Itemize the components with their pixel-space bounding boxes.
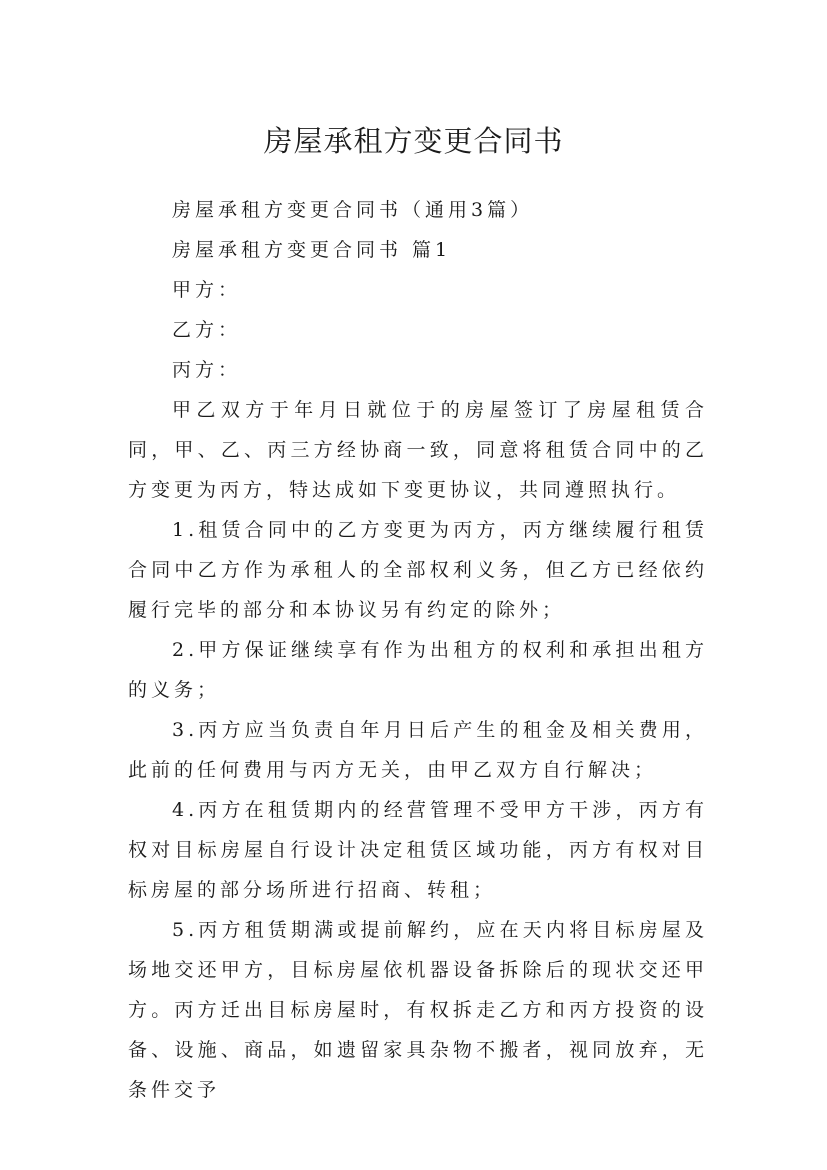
document-body	[128, 190, 708, 1110]
party-b-line: 乙方：	[172, 319, 242, 341]
preamble-paragraph: 甲乙双方于年月日就位于的房屋签订了房屋租赁合同，甲、乙、丙三方经协商一致，同意将租赁合同中的乙方变更为丙方，特达成如下变更协议，共同遵照执行。	[128, 399, 708, 501]
party-c-line: 丙方：	[172, 359, 242, 381]
doc-subtitle: 房屋承租方变更合同书（通用3篇）	[172, 199, 534, 221]
document-title: 房屋承租方变更合同书	[263, 124, 564, 159]
clause-5: 5.丙方租赁期满或提前解约，应在天内将目标房屋及场地交还甲方，目标房屋依机器设备拆除后的现状交还甲方。丙方迁出目标房屋时，有权拆走乙方和丙方投资的设备、设施、商品，如遗留家具杂物不搬者，视同放弃，无条件交予	[128, 919, 708, 1101]
clause-4: 4.丙方在租赁期内的经营管理不受甲方干涉，丙方有权对目标房屋自行设计决定租赁区域功能，丙方有权对目标房屋的部分场所进行招商、转租；	[128, 799, 708, 901]
section-heading: 房屋承租方变更合同书 篇1	[172, 239, 452, 261]
clause-3: 3.丙方应当负责自年月日后产生的租金及相关费用，此前的任何费用与丙方无关，由甲乙双方自行解决；	[128, 719, 708, 781]
party-a-line: 甲方：	[172, 279, 242, 301]
clause-2: 2.甲方保证继续享有作为出租方的权利和承担出租方的义务；	[128, 639, 708, 701]
clause-1: 1.租赁合同中的乙方变更为丙方，丙方继续履行租赁合同中乙方作为承租人的全部权利义务，但乙方已经依约履行完毕的部分和本协议另有约定的除外；	[128, 519, 708, 621]
